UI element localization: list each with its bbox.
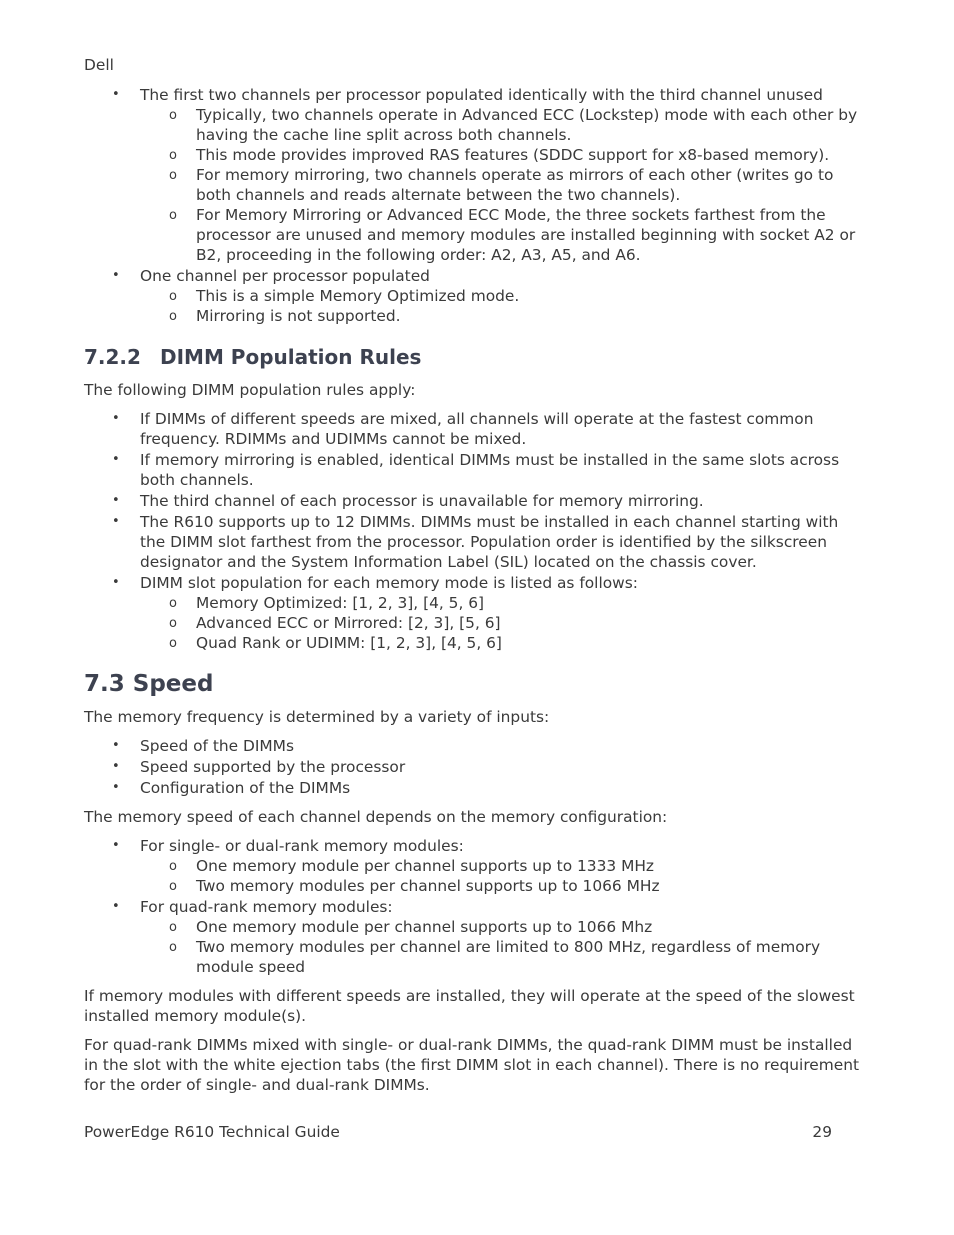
sub-list-item: o For memory mirroring, two channels operate as mirrors of each other (writes go to both channels and reads alternate between the two channels).: [169, 166, 834, 204]
bullet-icon: •: [112, 268, 120, 283]
circle-bullet-icon: o: [169, 208, 177, 223]
sub-list-item: o Advanced ECC or Mirrored: [2, 3], [5, 6]: [169, 614, 501, 632]
page-content: [84, 55, 868, 1104]
circle-bullet-icon: o: [169, 596, 177, 611]
bullet-icon: •: [112, 87, 120, 102]
sub-list: [140, 593, 868, 653]
circle-bullet-icon: o: [169, 148, 177, 163]
sub-list-item: o Quad Rank or UDIMM: [1, 2, 3], [4, 5, 6]: [169, 634, 502, 652]
list-item: • Configuration of the DIMMs: [112, 779, 351, 797]
circle-bullet-icon: o: [169, 616, 177, 631]
circle-bullet-icon: o: [169, 920, 177, 935]
channel-population-list: [84, 85, 868, 326]
paragraph: If memory modules with different speeds are installed, they will operate at the speed of the slowest installed memory module(s).: [84, 987, 855, 1025]
sub-list-item: o Two memory modules per channel are limited to 800 MHz, regardless of memory module speed: [169, 938, 821, 976]
circle-bullet-icon: o: [169, 636, 177, 651]
sub-list: [140, 917, 868, 977]
sub-list: [140, 286, 868, 326]
sub-list-item: o This is a simple Memory Optimized mode.: [169, 287, 520, 305]
speed-inputs-list: [84, 736, 868, 798]
circle-bullet-icon: o: [169, 859, 177, 874]
sub-list-item: o Memory Optimized: [1, 2, 3], [4, 5, 6]: [169, 594, 485, 612]
bullet-icon: •: [112, 780, 120, 795]
sub-list-item: o One memory module per channel supports up to 1066 Mhz: [169, 918, 653, 936]
bullet-icon: •: [112, 493, 120, 508]
section-heading-7-2-2: [84, 344, 868, 370]
bullet-icon: •: [112, 759, 120, 774]
bullet-icon: •: [112, 575, 120, 590]
list-item: • For quad-rank memory modules: o One memory module per channel supports up to 1066 Mhz o Two memory modules per channel are limited to 800 MHz, regardless of memory module speed: [84, 897, 868, 977]
list-item: • DIMM slot population for each memory mode is listed as follows: o Memory Optimized: [1, 2, 3], [4, 5, 6] o Advanced ECC or Mirrored: [2, 3], [5, 6] o Quad Rank or UDIMM: [1, 2, 3], [4, 5, 6]: [84, 573, 868, 653]
bullet-icon: •: [112, 514, 120, 529]
sub-list: [140, 856, 868, 896]
bullet-icon: •: [112, 738, 120, 753]
section-heading-7-3: 7.3 Speed: [84, 671, 214, 697]
paragraph: The memory frequency is determined by a variety of inputs:: [84, 708, 550, 726]
section-title: DIMM Population Rules: [160, 345, 422, 369]
list-item: • The R610 supports up to 12 DIMMs. DIMMs must be installed in each channel starting with the DIMM slot farthest from the processor. Population order is identified by the silkscreen designator and the System Information Label (SIL) located on the chassis cover.: [112, 513, 839, 571]
list-item: • Speed of the DIMMs: [112, 737, 294, 755]
footer-title: PowerEdge R610 Technical Guide: [84, 1123, 340, 1141]
memory-config-list: [84, 836, 868, 977]
bullet-icon: •: [112, 452, 120, 467]
list-item: • Speed supported by the processor: [112, 758, 406, 776]
bullet-icon: •: [112, 899, 120, 914]
list-item: • The first two channels per processor populated identically with the third channel unused o Typically, two channels operate in Advanced ECC (Lockstep) mode with each other by having the cache line split across both channels. o This mode provides improved RAS features (SDDC support for x8-based memory). o For memory mirroring, two channels operate as mirrors of each other (writes go to both channels and reads alternate between the two channels). o For Memory Mirroring or Advanced ECC Mode, the three sockets farthest from the processor are unused and memory modules are installed beginning with socket A2 or B2, proceeding in the following order: A2, A3, A5, and A6.: [84, 85, 868, 265]
paragraph: The following DIMM population rules apply:: [84, 381, 416, 399]
page-number: 29: [812, 1123, 832, 1141]
circle-bullet-icon: o: [169, 108, 177, 123]
list-item: • For single- or dual-rank memory modules: o One memory module per channel supports up to 1333 MHz o Two memory modules per channel supports up to 1066 MHz: [84, 836, 868, 896]
circle-bullet-icon: o: [169, 289, 177, 304]
dimm-rules-list: [84, 409, 868, 653]
sub-list-item: o For Memory Mirroring or Advanced ECC Mode, the three sockets farthest from the processor are unused and memory modules are installed beginning with socket A2 or B2, proceeding in the following order: A2, A3, A5, and A6.: [169, 206, 856, 264]
circle-bullet-icon: o: [169, 168, 177, 183]
circle-bullet-icon: o: [169, 309, 177, 324]
sub-list-item: o Mirroring is not supported.: [169, 307, 401, 325]
sub-list-item: o One memory module per channel supports up to 1333 MHz: [169, 857, 654, 875]
section-number: 7.2.2: [84, 345, 141, 369]
running-header: Dell: [84, 56, 114, 74]
sub-list-item: o Two memory modules per channel supports up to 1066 MHz: [169, 877, 660, 895]
list-item: • One channel per processor populated o This is a simple Memory Optimized mode. o Mirroring is not supported.: [84, 266, 868, 326]
sub-list-item: o This mode provides improved RAS features (SDDC support for x8-based memory).: [169, 146, 830, 164]
paragraph: For quad-rank DIMMs mixed with single- or dual-rank DIMMs, the quad-rank DIMM must be installed in the slot with the white ejection tabs (the first DIMM slot in each channel). There is no requirement for the order of single- and dual-rank DIMMs.: [84, 1036, 860, 1094]
sub-list-item: o Typically, two channels operate in Advanced ECC (Lockstep) mode with each other by having the cache line split across both channels.: [169, 106, 858, 144]
paragraph: The memory speed of each channel depends on the memory configuration:: [84, 808, 668, 826]
list-item: • If DIMMs of different speeds are mixed, all channels will operate at the fastest common frequency. RDIMMs and UDIMMs cannot be mixed.: [112, 410, 814, 448]
bullet-icon: •: [112, 838, 120, 853]
circle-bullet-icon: o: [169, 940, 177, 955]
list-item: • If memory mirroring is enabled, identical DIMMs must be installed in the same slots across both channels.: [112, 451, 840, 489]
list-item: • The third channel of each processor is unavailable for memory mirroring.: [112, 492, 704, 510]
sub-list: [140, 105, 868, 265]
bullet-icon: •: [112, 411, 120, 426]
circle-bullet-icon: o: [169, 879, 177, 894]
